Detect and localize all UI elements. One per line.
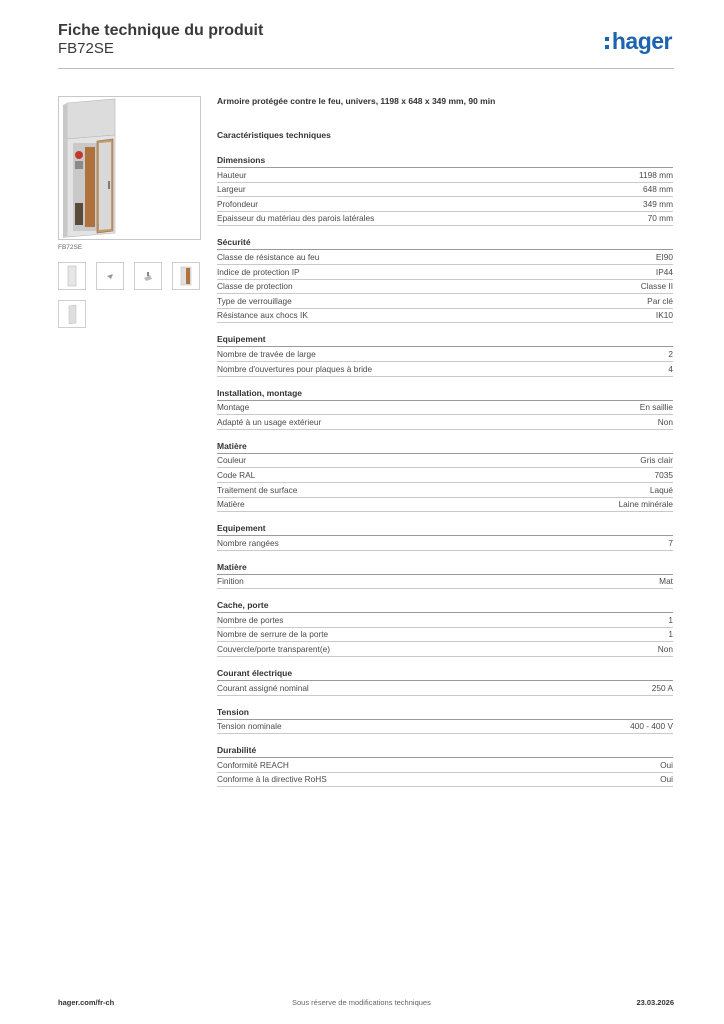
spec-value: Par clé (647, 295, 673, 306)
spec-row (217, 362, 673, 377)
spec-group-title: Courant électrique (217, 668, 673, 681)
spec-row (217, 401, 673, 416)
spec-value: 7035 (654, 469, 673, 480)
technical-sheet (217, 95, 673, 798)
spec-value: Laine minérale (618, 499, 673, 510)
spec-label: Epaisseur du matériau des parois latérales (217, 213, 375, 224)
spec-row (217, 212, 673, 227)
logo-text: hager (611, 28, 672, 54)
spec-value: 70 mm (647, 213, 673, 224)
spec-row (217, 720, 673, 735)
thumbnail-detail-1[interactable] (96, 262, 124, 290)
spec-value: IK10 (655, 310, 673, 321)
spec-row (217, 250, 673, 265)
spec-row (217, 309, 673, 324)
spec-value: Laqué (649, 484, 673, 495)
spec-value: 4 (668, 363, 673, 374)
spec-label: Indice de protection IP (217, 266, 300, 277)
thumbnail-side[interactable] (58, 300, 86, 328)
footer-notice: Sous réserve de modifications techniques (292, 998, 431, 1007)
spec-row (217, 575, 673, 590)
cabinet-illustration (59, 97, 200, 239)
spec-group-title: Durabilité (217, 745, 673, 758)
spec-row (217, 168, 673, 183)
spec-group (217, 388, 673, 430)
spec-label: Couvercle/porte transparent(e) (217, 644, 330, 655)
spec-label: Classe de protection (217, 281, 293, 292)
spec-value: En saillie (639, 402, 673, 413)
spec-label: Nombre de travée de large (217, 348, 316, 359)
spec-row (217, 628, 673, 643)
section-title: Caractéristiques techniques (217, 130, 331, 140)
spec-label: Largeur (217, 184, 246, 195)
spec-row (217, 454, 673, 469)
spec-group (217, 523, 673, 551)
spec-value: 2 (668, 348, 673, 359)
spec-group-title: Cache, porte (217, 600, 673, 613)
spec-label: Tension nominale (217, 721, 282, 732)
spec-group-title: Matière (217, 562, 673, 575)
spec-value: 349 mm (643, 198, 673, 209)
spec-label: Conformité REACH (217, 759, 289, 770)
spec-group (217, 745, 673, 787)
spec-label: Adapté à un usage extérieur (217, 416, 322, 427)
spec-row (217, 642, 673, 657)
product-reference: FB72SE (58, 40, 114, 57)
spec-label: Couleur (217, 455, 247, 466)
spec-label: Code RAL (217, 469, 256, 480)
spec-row (217, 197, 673, 212)
spec-group-title: Equipement (217, 523, 673, 536)
spec-row (217, 681, 673, 696)
spec-row (217, 280, 673, 295)
spec-row (217, 613, 673, 628)
spec-label: Traitement de surface (217, 484, 298, 495)
spec-value: Mat (659, 576, 673, 587)
spec-row (217, 483, 673, 498)
spec-value: Classe II (640, 281, 673, 292)
spec-label: Matière (217, 499, 245, 510)
header-divider (58, 68, 674, 69)
logo-dots-icon (605, 37, 609, 51)
spec-group-title: Equipement (217, 334, 673, 347)
cabinet-side-icon (59, 301, 85, 327)
spec-group (217, 334, 673, 376)
spec-group (217, 707, 673, 735)
spec-value: 400 - 400 V (630, 721, 673, 732)
spec-row (217, 773, 673, 788)
page-header (58, 20, 674, 70)
spec-value: Non (657, 416, 673, 427)
cabinet-open-icon (173, 263, 199, 289)
image-caption: FB72SE (58, 244, 83, 251)
footer-date: 23.03.2026 (636, 998, 674, 1007)
spec-label: Nombre de serrure de la porte (217, 629, 329, 640)
spec-label: Nombre d'ouvertures pour plaques à bride (217, 363, 373, 374)
spec-value: EI90 (655, 251, 673, 262)
detail-lock-icon (135, 263, 161, 289)
spec-row (217, 758, 673, 773)
spec-row (217, 294, 673, 309)
thumbnail-detail-2[interactable] (134, 262, 162, 290)
spec-group-title: Sécurité (217, 237, 673, 250)
product-description: Armoire protégée contre le feu, univers, 1198 x 648 x 349 mm, 90 min (217, 96, 496, 106)
spec-label: Conforme à la directive RoHS (217, 774, 327, 785)
spec-value: Oui (660, 774, 673, 785)
spec-value: Oui (660, 759, 673, 770)
spec-group-title: Matière (217, 441, 673, 454)
spec-label: Courant assigné nominal (217, 682, 309, 693)
spec-row (217, 183, 673, 198)
spec-label: Type de verrouillage (217, 295, 292, 306)
spec-row (217, 347, 673, 362)
thumbnail-front[interactable] (58, 262, 86, 290)
spec-value: Non (657, 644, 673, 655)
spec-group-title: Installation, montage (217, 388, 673, 401)
spec-group-title: Dimensions (217, 155, 673, 168)
spec-value: 648 mm (643, 184, 673, 195)
spec-group (217, 155, 673, 226)
spec-value: 250 A (651, 682, 673, 693)
spec-row (217, 498, 673, 513)
spec-value: 1 (668, 629, 673, 640)
spec-label: Classe de résistance au feu (217, 251, 320, 262)
spec-label: Profondeur (217, 198, 259, 209)
spec-group (217, 600, 673, 657)
spec-group-title: Tension (217, 707, 673, 720)
spec-label: Finition (217, 576, 244, 587)
product-image (58, 96, 201, 240)
spec-label: Hauteur (217, 169, 247, 180)
spec-row (217, 265, 673, 280)
spec-group (217, 441, 673, 512)
spec-group (217, 668, 673, 696)
detail-part-icon (97, 263, 123, 289)
footer-website-link[interactable]: hager.com/fr-ch (58, 998, 115, 1007)
spec-value: IP44 (655, 266, 673, 277)
spec-label: Nombre rangées (217, 537, 279, 548)
spec-label: Montage (217, 402, 250, 413)
spec-value: 7 (668, 537, 673, 548)
page-footer (58, 998, 674, 1010)
spec-group (217, 562, 673, 590)
spec-row (217, 415, 673, 430)
spec-row (217, 468, 673, 483)
spec-value: 1 (668, 614, 673, 625)
document-title: Fiche technique du produit (58, 22, 264, 39)
spec-value: Gris clair (640, 455, 673, 466)
spec-label: Résistance aux chocs IK (217, 310, 308, 321)
cabinet-front-icon (59, 263, 85, 289)
spec-group (217, 237, 673, 323)
spec-label: Nombre de portes (217, 614, 284, 625)
spec-value: 1198 mm (639, 169, 673, 180)
characteristics-groups (217, 155, 673, 787)
thumbnail-open[interactable] (172, 262, 200, 290)
hager-logo (612, 28, 672, 55)
spec-row (217, 536, 673, 551)
